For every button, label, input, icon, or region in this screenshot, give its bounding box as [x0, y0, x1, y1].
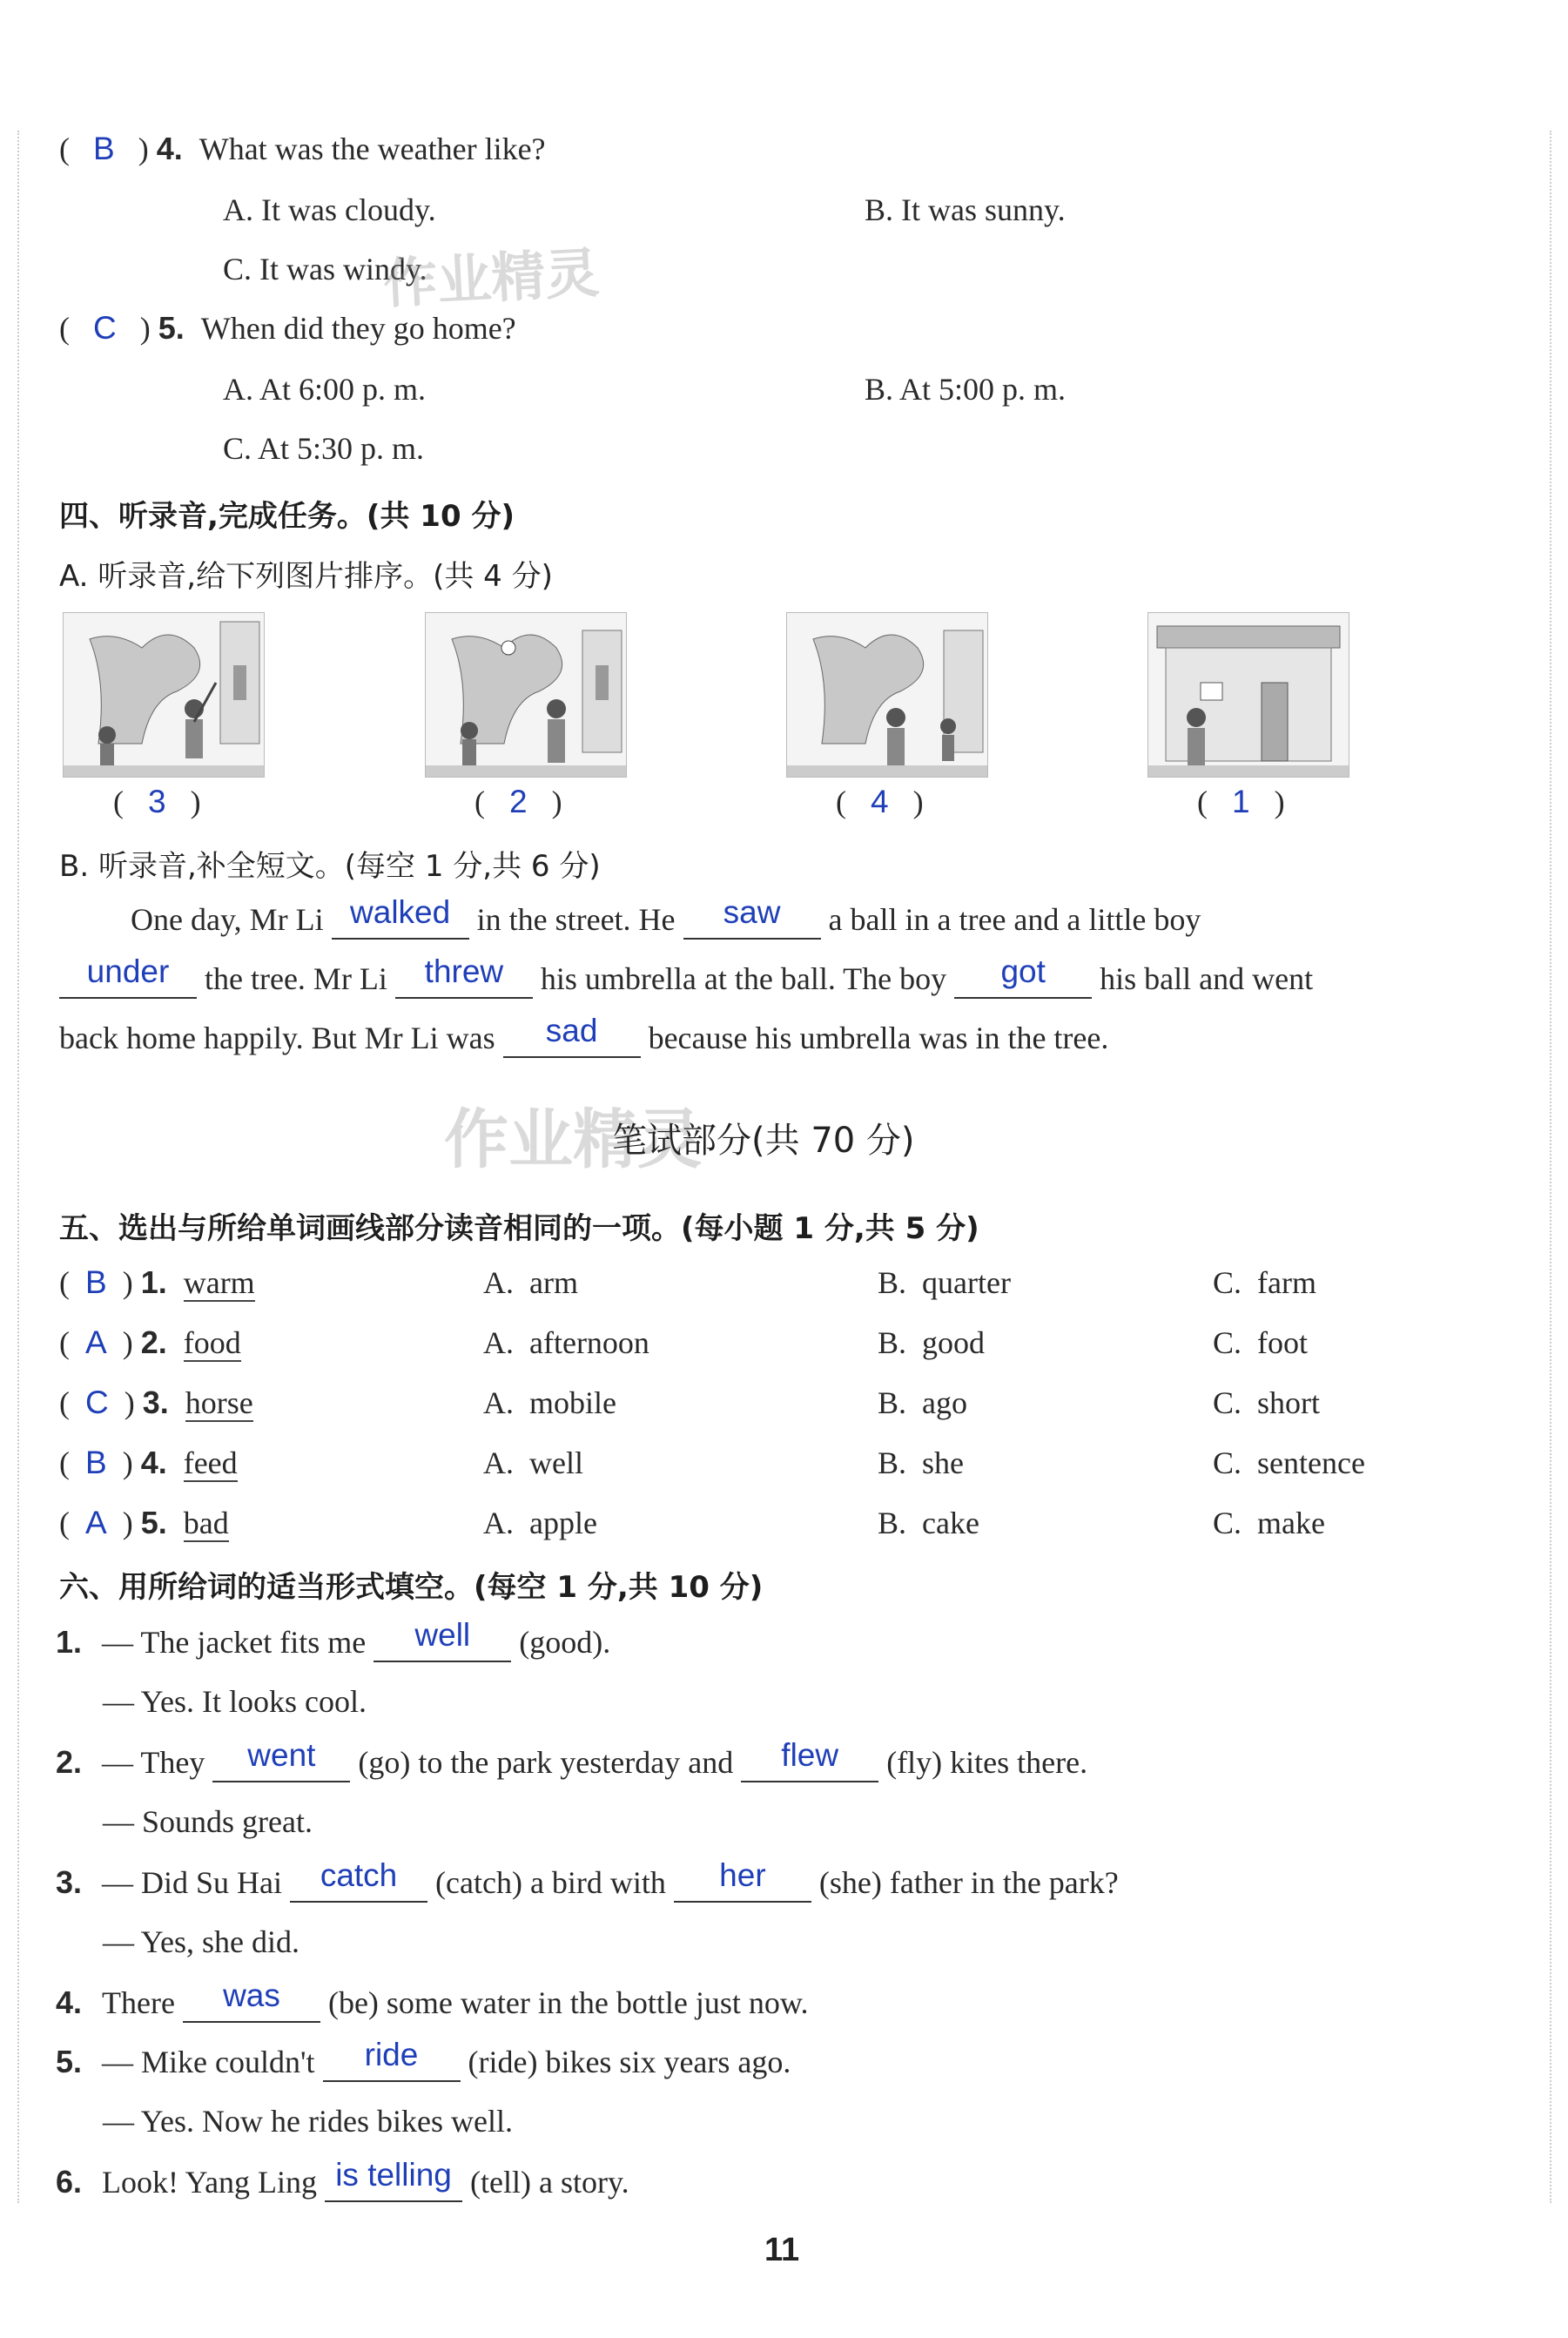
right-margin-line [1550, 131, 1551, 2203]
s5-option-c: make [1257, 1506, 1325, 1540]
s5-row-4-c: C. sentence [1213, 1445, 1365, 1480]
q4-option-a: A. It was cloudy. [223, 192, 436, 227]
s6-q1: 1. — The jacket fits me well (good). [56, 1624, 610, 1662]
s5-option-b: she [922, 1445, 965, 1480]
s5-row-3-a: A. mobile [483, 1385, 616, 1420]
blank-is-telling: is telling [325, 2164, 462, 2202]
s6-q1-reply: — Yes. It looks cool. [103, 1684, 367, 1719]
picture-4 [1147, 612, 1349, 778]
s5-option-a: apple [529, 1506, 597, 1540]
left-margin-line [17, 131, 19, 2203]
s5-row-1-c: C. farm [1213, 1265, 1316, 1300]
s5-word: horse [185, 1385, 253, 1420]
s5-word: bad [183, 1506, 229, 1540]
s5-option-b: cake [922, 1506, 979, 1540]
blank-sad: sad [503, 1020, 641, 1058]
s5-option-a: well [529, 1445, 583, 1480]
question-4: ( B ) 4. What was the weather like? [59, 131, 546, 166]
s5-option-a: afternoon [529, 1325, 649, 1360]
s5-answer: B [85, 1445, 107, 1480]
question-4-text: What was the weather like? [199, 131, 546, 166]
blank-threw: threw [395, 960, 533, 999]
order-1: ( 3 ) [113, 784, 201, 819]
s5-row-1-b: B. quarter [878, 1265, 1011, 1300]
blank-under: under [59, 960, 197, 999]
s5-option-c: short [1257, 1385, 1321, 1420]
answer-q4: B [93, 131, 115, 166]
s5-row-5-a: A. apple [483, 1506, 597, 1540]
q4-option-c: C. It was windy. [223, 252, 427, 286]
s5-row-4-a: A. well [483, 1445, 583, 1480]
s5-option-b: quarter [922, 1265, 1011, 1300]
s5-row-5: ( A ) 5. bad [59, 1505, 229, 1540]
s5-row-5-b: B. cake [878, 1506, 979, 1540]
blank-went: went [212, 1744, 350, 1782]
s5-row-2: ( A ) 2. food [59, 1324, 241, 1360]
s5-word: food [183, 1325, 241, 1360]
picture-3 [786, 612, 988, 778]
s5-option-b: ago [922, 1385, 967, 1420]
order-3: ( 4 ) [836, 784, 924, 819]
answer-q5: C [93, 310, 117, 346]
blank-flew: flew [741, 1744, 878, 1782]
q5-option-b: B. At 5:00 p. m. [865, 372, 1067, 407]
s5-row-3-b: B. ago [878, 1385, 967, 1420]
s6-q5-reply: — Yes. Now he rides bikes well. [103, 2104, 513, 2139]
written-part-title: 笔试部分(共 70 分) [612, 1121, 915, 1161]
order-2: ( 2 ) [474, 784, 562, 819]
s5-row-2-a: A. afternoon [483, 1325, 649, 1360]
s5-row-4: ( B ) 4. feed [59, 1445, 238, 1480]
s5-option-c: farm [1257, 1265, 1316, 1300]
s5-answer: A [85, 1324, 107, 1360]
blank-ride: ride [323, 2044, 461, 2082]
s5-row-1: ( B ) 1. warm [59, 1264, 255, 1300]
blank-her: her [674, 1864, 811, 1903]
s6-q5: 5. — Mike couldn't ride (ride) bikes six years ago. [56, 2044, 791, 2082]
s5-answer: A [85, 1505, 107, 1540]
s5-word: feed [183, 1445, 238, 1480]
s6-q6: 6. Look! Yang Ling is telling (tell) a story. [56, 2164, 629, 2202]
blank-was: was [183, 1984, 320, 2023]
s5-word: warm [183, 1265, 255, 1300]
blank-got: got [954, 960, 1092, 999]
passage-line-2: under the tree. Mr Li threw his umbrella at the ball. The boy got his ball and went [59, 960, 1313, 999]
s5-row-5-c: C. make [1213, 1506, 1325, 1540]
s5-row-1-a: A. arm [483, 1265, 578, 1300]
q5-option-c: C. At 5:30 p. m. [223, 431, 425, 466]
question-5: ( C ) 5. When did they go home? [59, 310, 516, 346]
section-4-part-b: B. 听录音,补全短文。(每空 1 分,共 6 分) [59, 849, 601, 884]
s6-q2: 2. — They went (go) to the park yesterday and flew (fly) kites there. [56, 1744, 1087, 1782]
q5-option-a: A. At 6:00 p. m. [223, 372, 427, 407]
blank-walked: walked [332, 901, 469, 940]
picture-2 [425, 612, 627, 778]
s5-option-b: good [922, 1325, 986, 1360]
question-5-text: When did they go home? [200, 311, 516, 346]
s5-option-a: mobile [529, 1385, 616, 1420]
watermark-2: 作业精灵 [444, 1102, 702, 1177]
section-5-title: 五、选出与所给单词画线部分读音相同的一项。(每小题 1 分,共 5 分) [59, 1211, 979, 1246]
s5-row-2-c: C. foot [1213, 1325, 1309, 1360]
section-4-part-a: A. 听录音,给下列图片排序。(共 4 分) [59, 559, 553, 594]
blank-catch: catch [290, 1864, 427, 1903]
s5-row-4-b: B. she [878, 1445, 965, 1480]
watermark-1: 作业精灵 [381, 240, 602, 316]
s5-option-a: arm [529, 1265, 578, 1300]
page-number: 11 [764, 2232, 800, 2268]
s5-row-3-c: C. short [1213, 1385, 1321, 1420]
s5-row-3: ( C ) 3. horse [59, 1385, 253, 1420]
passage-line-1: One day, Mr Li walked in the street. He saw a ball in a tree and a little boy [131, 901, 1201, 940]
section-6-title: 六、用所给词的适当形式填空。(每空 1 分,共 10 分) [59, 1570, 764, 1605]
s6-q2-reply: — Sounds great. [103, 1804, 313, 1839]
section-4-title: 四、听录音,完成任务。(共 10 分) [59, 499, 515, 534]
blank-saw: saw [683, 901, 821, 940]
order-4: ( 1 ) [1197, 784, 1285, 819]
q4-option-b: B. It was sunny. [865, 192, 1066, 227]
s5-row-2-b: B. good [878, 1325, 986, 1360]
s5-answer: C [85, 1385, 109, 1420]
s6-q4: 4. There was (be) some water in the bottle just now. [56, 1984, 809, 2023]
passage-line-3: back home happily. But Mr Li was sad because his umbrella was in the tree. [59, 1020, 1108, 1058]
s6-q3: 3. — Did Su Hai catch (catch) a bird with her (she) father in the park? [56, 1864, 1119, 1903]
s6-q3-reply: — Yes, she did. [103, 1924, 300, 1959]
s5-option-c: sentence [1257, 1445, 1365, 1480]
picture-1 [63, 612, 265, 778]
s5-answer: B [85, 1264, 107, 1300]
s5-option-c: foot [1257, 1325, 1309, 1360]
blank-well: well [373, 1624, 511, 1662]
